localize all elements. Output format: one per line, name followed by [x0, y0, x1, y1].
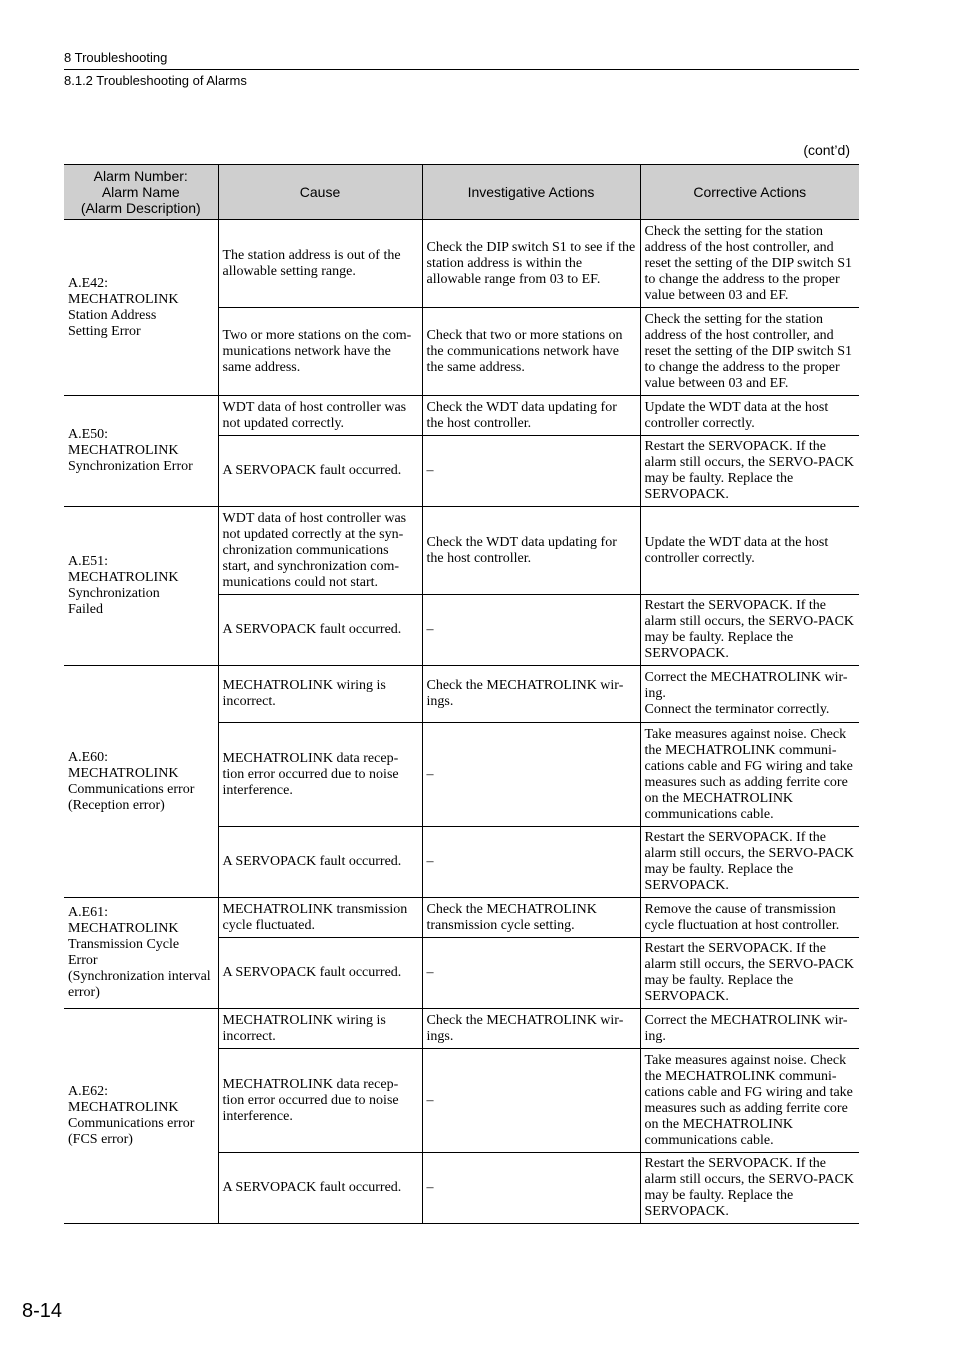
investigative-cell: Check the MECHATROLINK wir-ings.	[422, 666, 640, 723]
section-heading: 8.1.2 Troubleshooting of Alarms	[64, 73, 247, 88]
cause-cell: A SERVOPACK fault occurred.	[218, 827, 422, 898]
corrective-cell: Check the setting for the station address of the host controller, and reset the setting of the DIP switch S1 to change the address to the proper value between 03 and EF.	[640, 220, 859, 308]
investigative-cell: Check the DIP switch S1 to see if the station address is within the allowable range from 03 to EF.	[422, 220, 640, 308]
corrective-cell: Restart the SERVOPACK. If the alarm still occurs, the SERVO-PACK may be faulty. Replace the SERVOPACK.	[640, 938, 859, 1009]
alarm-cell	[64, 220, 218, 396]
investigative-cell: Check the MECHATROLINK wir-ings.	[422, 1009, 640, 1049]
corrective-cell: Take measures against noise. Check the MECHATROLINK communi-cations cable and FG wiring and take measures such as adding ferrite core on the MECHATROLINK communications cable.	[640, 1049, 859, 1153]
alarm-cell	[64, 507, 218, 666]
corrective-cell: Update the WDT data at the host controller correctly.	[640, 507, 859, 595]
investigative-cell: Check the WDT data updating for the host controller.	[422, 507, 640, 595]
alarm-name: A.E62: MECHATROLINK Communications error	[68, 1084, 195, 1131]
alarm-troubleshooting-table	[64, 164, 859, 1224]
investigative-cell: –	[422, 723, 640, 827]
cause-cell: The station address is out of the allowable setting range.	[218, 220, 422, 308]
corrective-cell: Restart the SERVOPACK. If the alarm still occurs, the SERVO-PACK may be faulty. Replace the SERVOPACK.	[640, 1153, 859, 1224]
cause-cell: A SERVOPACK fault occurred.	[218, 436, 422, 507]
alarm-name: A.E42: MECHATROLINK Station Address Setting Error	[68, 275, 179, 339]
table-row	[64, 396, 859, 436]
alarm-cell	[64, 396, 218, 507]
corrective-cell: Check the setting for the station address of the host controller, and reset the setting of the DIP switch S1 to change the address to the proper value between 03 and EF.	[640, 308, 859, 396]
investigative-cell: –	[422, 595, 640, 666]
header-alarm: Alarm Number: Alarm Name (Alarm Description)	[64, 165, 218, 220]
alarm-description: (Reception error)	[68, 797, 165, 813]
cause-cell: MECHATROLINK data recep-tion error occurred due to noise interference.	[218, 1049, 422, 1153]
investigative-cell: –	[422, 1153, 640, 1224]
header-cause: Cause	[218, 165, 422, 220]
cause-cell: WDT data of host controller was not updated correctly.	[218, 396, 422, 436]
alarm-cell	[64, 666, 218, 898]
corrective-cell: Restart the SERVOPACK. If the alarm still occurs, the SERVO-PACK may be faulty. Replace the SERVOPACK.	[640, 436, 859, 507]
table-row	[64, 220, 859, 308]
header-corrective: Corrective Actions	[640, 165, 859, 220]
page-number: 8-14	[22, 1300, 63, 1322]
table-row	[64, 666, 859, 723]
alarm-cell	[64, 898, 218, 1009]
table-row	[64, 1009, 859, 1049]
corrective-cell: Correct the MECHATROLINK wir-ing.	[640, 1009, 859, 1049]
investigative-cell: –	[422, 827, 640, 898]
table-row	[64, 507, 859, 595]
alarm-name: A.E50: MECHATROLINK Synchronization Error	[68, 427, 193, 474]
corrective-cell: Restart the SERVOPACK. If the alarm still occurs, the SERVO-PACK may be faulty. Replace the SERVOPACK.	[640, 595, 859, 666]
header-rule	[64, 69, 859, 70]
table-row	[64, 898, 859, 938]
cause-cell: MECHATROLINK data recep-tion error occurred due to noise interference.	[218, 723, 422, 827]
alarm-name: A.E61: MECHATROLINK Transmission Cycle Error	[68, 905, 180, 968]
alarm-name: A.E60: MECHATROLINK Communications error	[68, 749, 195, 797]
header-investigative: Investigative Actions	[422, 165, 640, 220]
continued-label: (cont’d)	[803, 142, 850, 158]
corrective-cell: Take measures against noise. Check the MECHATROLINK communi-cations cable and FG wiring and take measures such as adding ferrite core on the MECHATROLINK communications cable.	[640, 723, 859, 827]
cause-cell: MECHATROLINK wiring is incorrect.	[218, 666, 422, 723]
cause-cell: WDT data of host controller was not updated correctly at the syn-chronization communications start, and synchronization com-munications could not start.	[218, 507, 422, 595]
investigative-cell: –	[422, 436, 640, 507]
cause-cell: A SERVOPACK fault occurred.	[218, 595, 422, 666]
cause-cell: MECHATROLINK wiring is incorrect.	[218, 1009, 422, 1049]
cause-cell: A SERVOPACK fault occurred.	[218, 1153, 422, 1224]
corrective-cell: Remove the cause of transmission cycle fluctuation at host controller.	[640, 898, 859, 938]
corrective-cell: Update the WDT data at the host controller correctly.	[640, 396, 859, 436]
investigative-cell: Check the WDT data updating for the host controller.	[422, 396, 640, 436]
table-header-row	[64, 165, 859, 220]
alarm-cell	[64, 1009, 218, 1224]
corrective-cell: Restart the SERVOPACK. If the alarm still occurs, the SERVO-PACK may be faulty. Replace the SERVOPACK.	[640, 827, 859, 898]
alarm-description: (Synchronization interval error)	[68, 969, 211, 1000]
investigative-cell: Check that two or more stations on the communications network have the same address.	[422, 308, 640, 396]
chapter-heading: 8 Troubleshooting	[64, 50, 168, 65]
investigative-cell: Check the MECHATROLINK transmission cycle setting.	[422, 898, 640, 938]
investigative-cell: –	[422, 938, 640, 1009]
investigative-cell: –	[422, 1049, 640, 1153]
cause-cell: Two or more stations on the com-munications network have the same address.	[218, 308, 422, 396]
corrective-cell: Correct the MECHATROLINK wir-ing. Connect the terminator correctly.	[640, 666, 859, 723]
alarm-name: A.E51: MECHATROLINK Synchronization Failed	[68, 554, 179, 617]
cause-cell: MECHATROLINK transmission cycle fluctuated.	[218, 898, 422, 938]
cause-cell: A SERVOPACK fault occurred.	[218, 938, 422, 1009]
alarm-description: (FCS error)	[68, 1132, 133, 1147]
